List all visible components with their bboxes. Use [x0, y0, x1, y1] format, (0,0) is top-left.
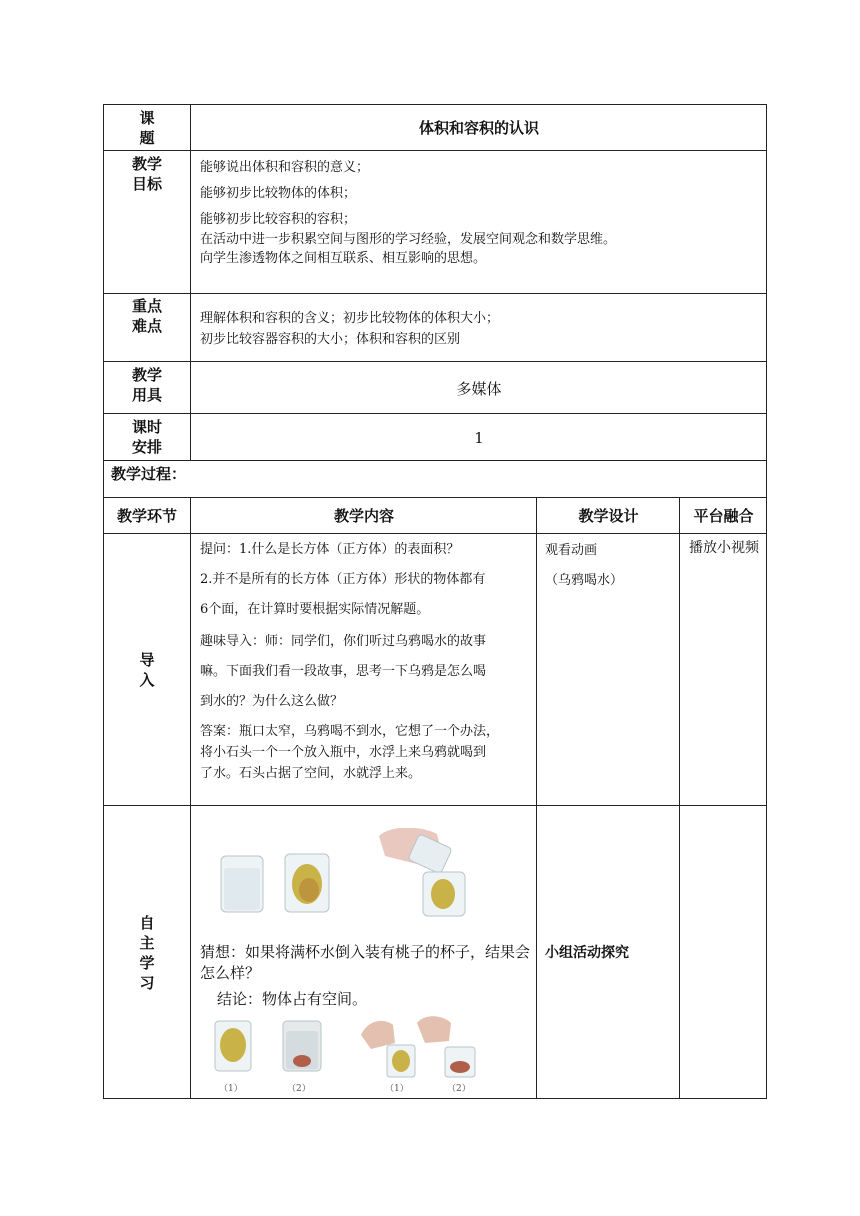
goal-item: 能够初步比较容积的容积； — [200, 212, 357, 227]
photo-label: （1） — [385, 1084, 409, 1094]
process-title: 教学过程： — [111, 465, 187, 483]
lesson-plan-table — [103, 104, 767, 1099]
hours-label-line2: 安排 — [131, 438, 162, 456]
header-content: 教学内容 — [333, 507, 394, 525]
intro-ans-a: 答案：瓶口太窄，乌鸦喝不到水，它想了一个办法， — [200, 724, 500, 739]
goal-item: 能够说出体积和容积的意义； — [200, 160, 370, 175]
goal-item: 向学生渗透物体之间相互联系、相互影响的思想。 — [200, 251, 487, 266]
keypoints-text — [200, 309, 760, 349]
intro-phase: 导入 — [139, 651, 155, 689]
experiment-photo-bottom-image — [211, 1015, 521, 1081]
photo-label: （2） — [287, 1084, 311, 1094]
hours-label-line1: 课时 — [131, 418, 162, 436]
intro-ans-b: 将小石头一个一个放入瓶中，水浮上来乌鸦就喝到 — [200, 745, 487, 760]
photo-label: （2） — [447, 1084, 471, 1094]
keypoints-line1: 理解体积和容积的含义；初步比较物体的体积大小； — [200, 311, 500, 326]
goal-item: 能够初步比较物体的体积； — [200, 186, 357, 201]
keypoints-label-line2: 难点 — [131, 317, 162, 335]
intro-ans-c: 了水。石头占据了空间，水就浮上来。 — [200, 766, 422, 781]
selfstudy-design: 小组活动探究 — [545, 945, 629, 961]
selfstudy-conclusion: 结论：物体占有空间。 — [217, 990, 368, 1008]
keypoints-label-line1: 重点 — [131, 297, 162, 315]
tools-value: 多媒体 — [456, 379, 502, 398]
intro-platform: 播放小视频 — [689, 540, 759, 556]
selfstudy-phase: 自主学习 — [139, 913, 155, 992]
topic-label-line2: 题 — [139, 128, 155, 147]
tools-label-line1: 教学 — [131, 366, 162, 384]
intro-q2b: 6个面，在计算时要根据实际情况解题。 — [200, 602, 430, 617]
intro-q2a: 2.并不是所有的长方体（正方体）形状的物体都有 — [200, 572, 486, 587]
experiment-photo-top-image — [217, 828, 517, 920]
goal-item: 在活动中进一步积累空间与图形的学习经验，发展空间观念和数学思维。 — [200, 232, 617, 247]
intro-design — [545, 541, 675, 590]
header-design: 教学设计 — [578, 507, 639, 525]
topic-label-line1: 课 — [139, 108, 155, 127]
hours-label — [103, 417, 191, 457]
intro-phase-cell — [103, 534, 191, 806]
goals-label-line2: 目标 — [131, 175, 162, 193]
selfstudy-guess: 猜想：如果将满杯水倒入装有桃子的杯子，结果会怎么样？ — [200, 943, 531, 982]
intro-fun-a: 趣味导入：师：同学们，你们听过乌鸦喝水的故事 — [200, 634, 487, 649]
hours-value: 1 — [474, 428, 484, 447]
experiment-photo-bottom — [211, 1015, 521, 1095]
selfstudy-phase-cell — [103, 806, 191, 1099]
tools-label — [103, 365, 191, 405]
experiment-photo-top — [217, 828, 517, 920]
photo-label: （1） — [219, 1084, 243, 1094]
header-platform: 平台融合 — [693, 507, 754, 525]
topic-label — [103, 104, 191, 151]
intro-content — [200, 540, 530, 785]
intro-fun-c: 到水的？为什么这么做？ — [200, 694, 344, 709]
intro-q1: 提问：1.什么是长方体（正方体）的表面积？ — [200, 542, 460, 557]
goals-label — [103, 154, 191, 194]
intro-fun-b: 嘛。下面我们看一段故事，思考一下乌鸦是怎么喝 — [200, 664, 487, 679]
keypoints-line2: 初步比较容器容积的大小；体积和容积的区别 — [200, 332, 461, 347]
keypoints-label — [103, 296, 191, 336]
intro-design-line2: （乌鸦喝水） — [545, 573, 624, 588]
topic-value: 体积和容积的认识 — [418, 119, 539, 137]
intro-design-line1: 观看动画 — [545, 543, 598, 558]
goals-list — [200, 158, 760, 268]
header-phase: 教学环节 — [116, 507, 177, 525]
goals-label-line1: 教学 — [131, 155, 162, 173]
tools-label-line2: 用具 — [131, 386, 162, 404]
